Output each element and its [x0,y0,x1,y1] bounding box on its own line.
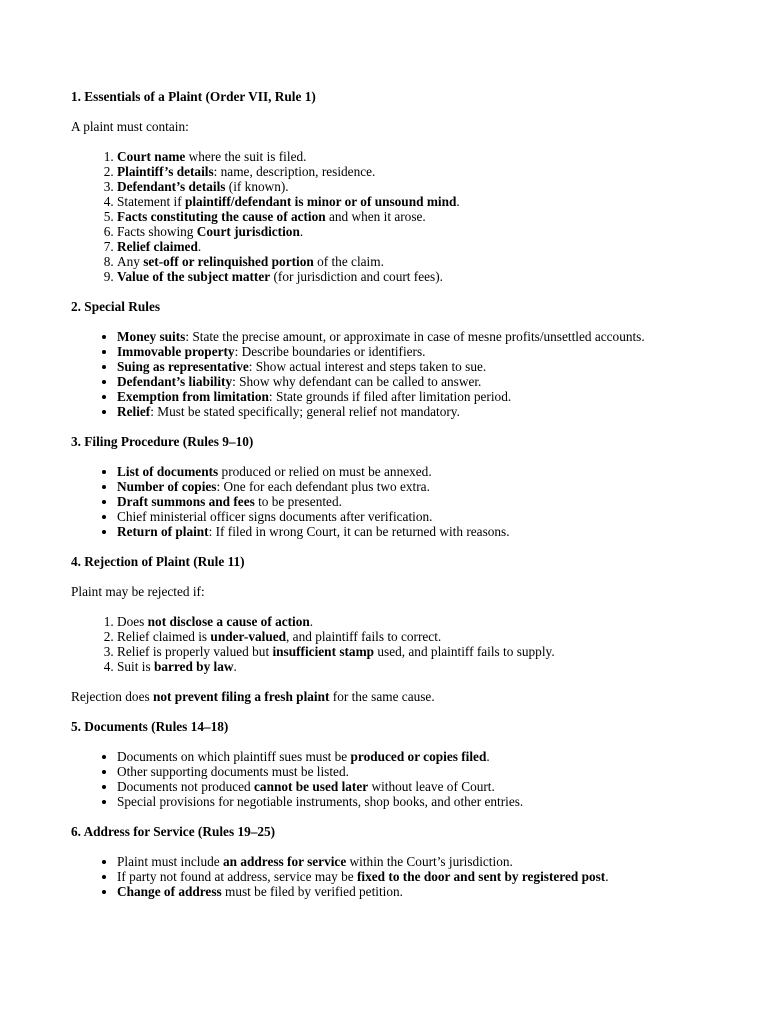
list-item: • Change of address must be filed by verified petition. [117,884,728,899]
bold-term: Court name [117,149,186,164]
section-filing-procedure [71,434,728,539]
bold-term: Return of plaint [117,524,209,539]
list-item: • Special provisions for negotiable instruments, shop books, and other entries. [117,794,728,809]
list-item: 3. Relief is properly valued but insufficient stamp used, and plaintiff fails to supply. [117,644,728,659]
bold-term: Immovable property [117,344,235,359]
list-item: 6. Facts showing Court jurisdiction. [117,224,728,239]
list-item: 7. Relief claimed. [117,239,728,254]
bold-term: List of documents [117,464,219,479]
bold-term: cannot be used later [254,779,369,794]
section-heading: 1. Essentials of a Plaint (Order VII, Rule 1) [71,89,316,104]
section-heading: 4. Rejection of Plaint (Rule 11) [71,554,245,569]
bold-term: Draft summons and fees [117,494,255,509]
section-intro: Plaint may be rejected if: [71,584,205,599]
list-item: • Defendant’s liability: Show why defendant can be called to answer. [117,374,728,389]
section-address [71,824,728,899]
section-heading: 6. Address for Service (Rules 19–25) [71,824,276,839]
list-item: 8. Any set-off or relinquished portion of the claim. [117,254,728,269]
bold-term: fixed to the door and sent by registered post [357,869,606,884]
list-item: 1. Court name where the suit is filed. [117,149,728,164]
section-heading: 3. Filing Procedure (Rules 9–10) [71,434,254,449]
bold-term: Relief claimed [117,239,198,254]
bold-term: Number of copies [117,479,217,494]
list-item: • Draft summons and fees to be presented. [117,494,728,509]
list-item: 4. Statement if plaintiff/defendant is minor or of unsound mind. [117,194,728,209]
list-item: • Exemption from limitation: State grounds if filed after limitation period. [117,389,728,404]
list-item: • Documents not produced cannot be used later without leave of Court. [117,779,728,794]
list-item: • Other supporting documents must be listed. [117,764,728,779]
bold-term: not prevent filing a fresh plaint [152,689,330,704]
list-item: • Money suits: State the precise amount, or approximate in case of mesne profits/unsettled accounts. [117,329,728,344]
bold-term: produced or copies filed [350,749,487,764]
list-item: • Chief ministerial officer signs documents after verification. [117,509,728,524]
bold-term: Relief [117,404,151,419]
list-item: • Return of plaint: If filed in wrong Court, it can be returned with reasons. [117,524,728,539]
bold-term: an address for service [223,854,347,869]
bullet-list [71,464,728,539]
list-item: 9. Value of the subject matter (for jurisdiction and court fees). [117,269,728,284]
bullet-list [71,854,728,899]
bullet-list [71,329,728,419]
list-item: 3. Defendant’s details (if known). [117,179,728,194]
bold-term: Plaintiff’s details [117,164,214,179]
numbered-list [71,149,728,284]
bold-term: plaintiff/defendant is minor or of unsound mind [184,194,457,209]
list-item: 2. Plaintiff’s details: name, description, residence. [117,164,728,179]
bold-term: Change of address [117,884,222,899]
list-item: 5. Facts constituting the cause of action and when it arose. [117,209,728,224]
bold-term: set-off or relinquished portion [143,254,314,269]
section-note: Rejection does not prevent filing a fresh plaint for the same cause. [71,689,435,704]
bold-term: Value of the subject matter [117,269,271,284]
section-documents [71,719,728,809]
bold-term: Court jurisdiction [196,224,300,239]
list-item: • Immovable property: Describe boundaries or identifiers. [117,344,728,359]
bullet-list [71,749,728,809]
bold-term: Defendant’s liability [117,374,233,389]
bold-term: Defendant’s details [117,179,226,194]
list-item: 2. Relief claimed is under-valued, and plaintiff fails to correct. [117,629,728,644]
bold-term: not disclose a cause of action [147,614,310,629]
section-rejection [71,554,728,704]
bold-term: Facts constituting the cause of action [117,209,326,224]
list-item: • Number of copies: One for each defendant plus two extra. [117,479,728,494]
section-heading: 5. Documents (Rules 14–18) [71,719,229,734]
section-essentials [71,89,728,284]
section-intro: A plaint must contain: [71,119,189,134]
bold-term: insufficient stamp [272,644,375,659]
list-item: • Plaint must include an address for service within the Court’s jurisdiction. [117,854,728,869]
section-heading: 2. Special Rules [71,299,161,314]
list-item: • If party not found at address, service may be fixed to the door and sent by registered post. [117,869,728,884]
list-item: • Relief: Must be stated specifically; general relief not mandatory. [117,404,728,419]
bold-term: barred by law [153,659,234,674]
list-item: • List of documents produced or relied on must be annexed. [117,464,728,479]
bold-term: under-valued [210,629,287,644]
numbered-list [71,614,728,674]
list-item: • Suing as representative: Show actual interest and steps taken to sue. [117,359,728,374]
list-item: 1. Does not disclose a cause of action. [117,614,728,629]
bold-term: Exemption from limitation [117,389,269,404]
section-special-rules [71,299,728,419]
list-item: • Documents on which plaintiff sues must be produced or copies filed. [117,749,728,764]
bold-term: Money suits [117,329,186,344]
bold-term: Suing as representative [117,359,249,374]
list-item: 4. Suit is barred by law. [117,659,728,674]
